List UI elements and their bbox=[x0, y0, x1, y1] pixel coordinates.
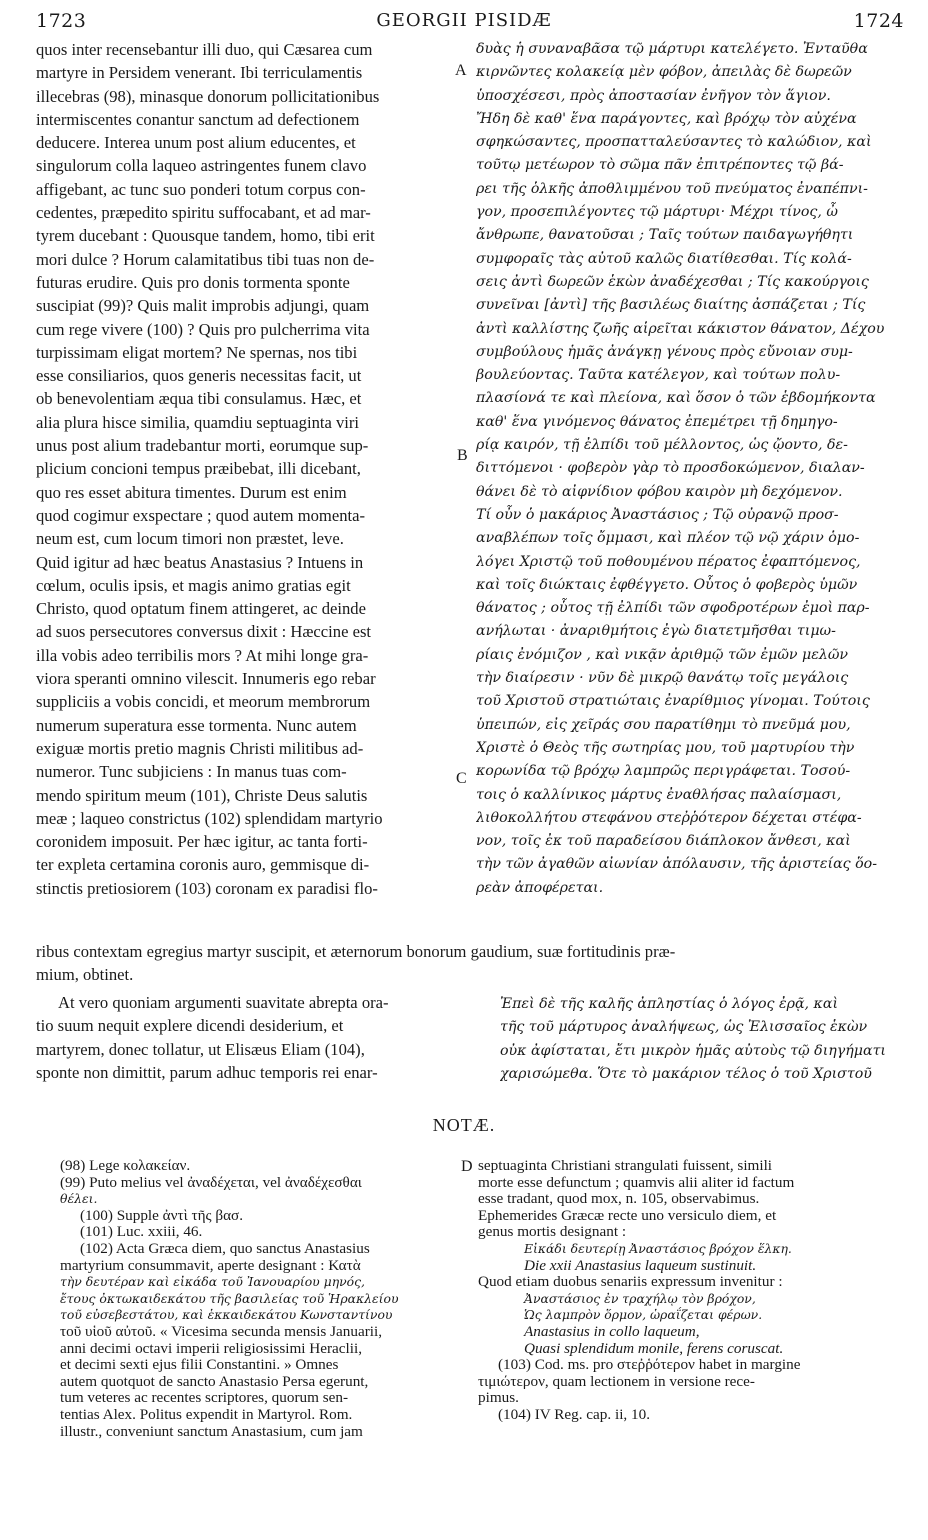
spanning-line: mium, obtinet. bbox=[36, 965, 134, 984]
text-line: καθ' ἕνα γινόμενος θάνατος ἐπεμέτρει τῇ δημηγο- bbox=[476, 413, 838, 430]
note-line: tentias Alex. Politus expendit in Martyrol. Rom. bbox=[60, 1406, 353, 1423]
text-line: κιρνῶντες κολακείᾳ μὲν φόβον, ἀπειλὰς δὲ δωρεῶν bbox=[476, 64, 852, 81]
running-title: GEORGII PISIDÆ bbox=[376, 10, 552, 31]
note-line: autem quotquot de sancto Anastasio Persa egerunt, bbox=[60, 1373, 369, 1390]
column-number-right: 1724 bbox=[853, 10, 904, 32]
note-line: τοῦ υἱοῦ αὐτοῦ. « Vicesima secunda mensis Januarii, bbox=[60, 1323, 383, 1340]
note-line: genus mortis designant : bbox=[478, 1224, 627, 1241]
text-line: cum rege vivere (100) ? Quis pro pulcherrima vita bbox=[36, 319, 370, 339]
text-line: γον, προσεπιλέγοντες τῷ μάρτυρι· Μέχρι τίνος, ὦ bbox=[476, 204, 838, 221]
note-line: (98) Lege κολακείαν. bbox=[60, 1158, 191, 1174]
note-line: esse tradant, quod mox, n. 105, observabimus. bbox=[478, 1191, 760, 1208]
text-line: Χριστὲ ὁ Θεὸς τῆς σωτηρίας μου, τοῦ μαρτυρίου τὴν bbox=[476, 739, 855, 756]
text-line: Ἐπεὶ δὲ τῆς καλῆς ἀπληστίας ὁ λόγος ἐρᾷ, καὶ bbox=[500, 996, 839, 1012]
text-line: singulorum colla laqueo astringentes funem clavo bbox=[36, 156, 367, 176]
text-line: συνεῖναι [ἀντὶ] τῆς βασιλέως διαίτης ἀσπάζεται ; Τίς bbox=[476, 297, 866, 314]
text-line: ἀντὶ καλλίστης ζωῆς αἱρεῖται κάκιστον θάνατον, Δέχου bbox=[476, 320, 885, 337]
text-line: βουλεύοντας. Ταῦτα κατέλεγον, καὶ τούτων πολυ- bbox=[476, 367, 841, 384]
text-line: οὐκ ἀφίσταται, ἔτι μικρὸν ἡμᾶς αὐτοὺς τῷ διηγήματι bbox=[500, 1042, 886, 1059]
text-line: τοῦ Χριστοῦ στρατιώταις ἐναρίθμιος γίνομαι. Τούτοις bbox=[476, 693, 870, 710]
text-line: Τί οὖν ὁ μακάριος Ἀναστάσιος ; Τῷ οὐρανῷ προσ- bbox=[476, 506, 839, 523]
text-line: αναβλέπων τοῖς ὄμμασι, καὶ πλέον τῷ νῷ χάριν ὁμο- bbox=[476, 530, 860, 547]
text-line: νον, τοῖς ἐκ τοῦ παραδείσου διάπλοκον ἄνθεσι, καὶ bbox=[476, 833, 851, 850]
text-line: alia plura hisce similia, quamdiu septuaginta viri bbox=[36, 412, 360, 432]
text-line: At vero quoniam argumenti suavitate abrepta ora- bbox=[58, 993, 389, 1012]
text-line: futuras erudire. Quis pro donis tormenta sponte bbox=[36, 272, 350, 292]
note-line: (102) Acta Græca diem, quo sanctus Anastasius bbox=[80, 1240, 370, 1257]
note-line: tum veteres ac recentes scriptores, quorum sen- bbox=[60, 1390, 349, 1407]
note-line: (99) Puto melius vel ἀναδέχεται, vel ἀναδέχεσθαι bbox=[60, 1174, 362, 1191]
note-line: Ὡς λαμπρὸν ὅρμον, ὡραΐζεται φέρων. bbox=[524, 1307, 763, 1323]
text-line: sponte non dimittit, parum adhuc temporis rei enar- bbox=[36, 1062, 378, 1082]
note-line: τιμιώτερον, quam lectionem in versione rece- bbox=[478, 1373, 755, 1390]
text-line: ὑποσχέσεσι, πρὸς ἀποστασίαν ἐνῆγον τὸν ἅγιον. bbox=[476, 87, 831, 104]
text-line: ρεὰν ἀποφέρεται. bbox=[476, 879, 604, 896]
text-line: esse consiliarios, quos generis necessitas facit, ut bbox=[36, 366, 362, 386]
text-line: θάνει δὲ τὸ αἰφνίδιον φόβου καιρὸν μὴ δεχόμενον. bbox=[476, 483, 843, 500]
note-line: τὴν δευτέραν καὶ εἰκάδα τοῦ Ἰανουαρίου μηνός, bbox=[60, 1274, 365, 1290]
text-line: ρίᾳ καιρόν, τῇ ἐλπίδι τοῦ μέλλοντος, ὡς ᾤοντο, δε- bbox=[476, 437, 848, 454]
note-line: Die xxii Anastasius laqueum sustinuit. bbox=[524, 1257, 757, 1274]
notes-left-column bbox=[60, 1158, 460, 1440]
text-line: tyrem ducebant : Quousque tandem, homo, tibi erit bbox=[36, 226, 375, 246]
note-line: θέλει. bbox=[60, 1191, 98, 1207]
text-line: ὑπειπών, εἰς χεῖράς σου παρατίθημι τὸ πνεῦμά μου, bbox=[476, 716, 851, 733]
text-line: quos inter recensebantur illi duo, qui Cæsarea cum bbox=[36, 40, 373, 59]
text-line: τὴν τῶν ἀγαθῶν αἰωνίαν ἀπόλαυσιν, τῆς ἀριστείας ὅο- bbox=[476, 856, 877, 873]
margin-letter-b: B bbox=[457, 447, 468, 464]
text-line: λιθοκολλήτου στεφάνου στεῤῥότερον δέχεται στέφα- bbox=[476, 809, 862, 826]
note-line: τοῦ εὐσεβεστάτου, καὶ ἑκκαιδεκάτου Κωνσταντίνου bbox=[60, 1307, 393, 1323]
text-line: τῆς τοῦ μάρτυρος ἀναλήψεως, ὡς Ἐλισσαῖος ἑκὼν bbox=[500, 1019, 868, 1036]
text-line: συμβούλους ἡμᾶς ἀνάγκῃ γένους πρὸς εὔνοιαν συμ- bbox=[476, 343, 853, 360]
text-line: illecebras (98), minasque donorum pollicitationibus bbox=[36, 86, 380, 106]
text-line: πλασίονά τε καὶ πλείονα, καὶ ὅσον ὁ τῶν ἑβδομήκοντα bbox=[476, 390, 876, 407]
text-line: meæ ; laqueo constrictus (102) splendidam martyrio bbox=[36, 808, 383, 828]
text-line: cœlum, oculis ipsis, et magis animo gratias egit bbox=[36, 575, 351, 595]
notes-right-column bbox=[478, 1158, 898, 1424]
notes-heading: NOTÆ. bbox=[432, 1115, 496, 1135]
text-line: coronidem imposuit. Per hæc igitur, ac tanta forti- bbox=[36, 832, 368, 852]
greek-text-column-continued bbox=[500, 993, 900, 1086]
greek-text-column bbox=[476, 38, 894, 900]
note-line: (103) Cod. ms. pro στεῤῥότερον habet in margine bbox=[498, 1357, 801, 1374]
note-line: septuaginta Christiani strangulati fuissent, simili bbox=[478, 1158, 773, 1174]
text-line: τοῦτῳ μετέωρον τὸ σῶμα πᾶν ἐπιτρέποντες τῷ βά- bbox=[476, 157, 844, 174]
text-line: quo res esset abitura timentes. Durum est enim bbox=[36, 482, 347, 502]
note-line: pimus. bbox=[478, 1390, 519, 1407]
text-line: affigebant, ac tunc suo ponderi totum corpus con- bbox=[36, 179, 366, 199]
text-line: τὴν διαίρεσιν · νῦν δὲ μικρῷ θανάτῳ τοῖς μεγάλοις bbox=[476, 670, 849, 687]
note-line: Quasi splendidum monile, ferens coruscat. bbox=[524, 1340, 784, 1357]
note-line: Ἀναστάσιος ἐν τραχήλῳ τὸν βρόχον, bbox=[524, 1290, 756, 1306]
text-line: martyrem, donec tollatur, ut Elisæus Eliam (104), bbox=[36, 1039, 365, 1059]
text-line: θάνατος ; οὗτος τῇ ἐλπίδι τῶν σφοδροτέρων ἐμοὶ παρ- bbox=[476, 600, 870, 617]
text-line: ἄνθρωπε, θανατοῦσαι ; Ταῖς τούτων παιδαγωγήθητι bbox=[476, 227, 854, 244]
note-line: illustr., conveniunt sanctum Anastasium, cum jam bbox=[60, 1423, 363, 1440]
text-line: intermiscentes conantur sanctum ad defectionem bbox=[36, 109, 360, 129]
text-line: ρει τῆς ὁλκῆς ἀποθλιμμένου τοῦ πνεύματος ἐναπέπνι- bbox=[476, 180, 868, 197]
note-line: (101) Luc. xxiii, 46. bbox=[80, 1224, 203, 1241]
margin-letter-a: A bbox=[455, 62, 467, 79]
spanning-paragraph-end bbox=[36, 940, 896, 986]
text-line: Christo, quod optatum finem attingeret, ac deinde bbox=[36, 599, 366, 619]
note-line: Ephemerides Græcæ recte uno versiculo diem, et bbox=[478, 1207, 777, 1224]
margin-letter-c: C bbox=[456, 770, 467, 787]
text-line: suppliciis a vobis concidi, et meorum membrorum bbox=[36, 692, 371, 712]
text-line: suscipiat (99)? Quis malit improbis adjungi, quam bbox=[36, 296, 370, 316]
text-line: cedentes, præpedito spiritu suffocabant, et ad mar- bbox=[36, 203, 371, 223]
note-line: et decimi sexti ejus filii Constantini. » Omnes bbox=[60, 1357, 339, 1374]
text-line: deducere. Interea unum post alium educentes, et bbox=[36, 133, 356, 153]
note-line: Quod etiam duobus senariis expressum invenitur : bbox=[478, 1274, 783, 1291]
text-line: ter expleta certamina coronis auro, gemmisque di- bbox=[36, 855, 370, 875]
text-line: κορωνίδα τῷ βρόχῳ λαμπρῶς περιγράφεται. Τοσού- bbox=[476, 763, 851, 780]
column-number-left: 1723 bbox=[36, 10, 87, 32]
note-line: (104) IV Reg. cap. ii, 10. bbox=[498, 1406, 650, 1423]
text-line: exiguæ mortis pretio magnis Christi militibus ad- bbox=[36, 738, 364, 758]
text-line: turpissimam eligat mortem? Ne spernas, nos tibi bbox=[36, 342, 358, 362]
text-line: ob benevolentiam æqua tibi consulamus. Hæc, et bbox=[36, 389, 362, 409]
spanning-line: ribus contextam egregius martyr suscipit, et æternorum bonorum gaudium, suæ fortitudinis præ- bbox=[36, 942, 676, 961]
text-line: σεις ἀντὶ δωρεῶν ἑκὼν ἀναδέχεσθαι ; Τίς κακούργοις bbox=[476, 273, 869, 290]
note-line: Anastasius in collo laqueum, bbox=[524, 1323, 700, 1340]
text-line: χαρισώμεθα. Ὅτε τὸ μακάριον τέλος ὁ τοῦ Χριστοῦ bbox=[500, 1065, 872, 1082]
latin-text-column bbox=[36, 38, 454, 900]
text-line: Ἤδη δὲ καθ' ἕνα παράγοντες, καὶ βρόχῳ τὸν αὐχένα bbox=[476, 110, 857, 127]
note-line: Εἰκάδι δευτερίῃ Ἀναστάσιος βρόχον ἕλκη. bbox=[524, 1240, 792, 1256]
text-line: τοις ὁ καλλίνικος μάρτυς ἐναθλήσας παλαίσμασι, bbox=[476, 786, 842, 803]
text-line: σφηκώσαντες, προσπατταλεύσαντες τὸ καλώδιον, καὶ bbox=[476, 134, 872, 151]
text-line: λόγει Χριστῷ τοῦ ποθουμένου πέρατος ἐφαπτόμενος, bbox=[476, 553, 861, 570]
text-line: mori dulce ? Horum calamitatibus tibi tuas non de- bbox=[36, 249, 375, 269]
text-line: ad suos persecutores conversus dixit : Hæccine est bbox=[36, 622, 372, 642]
text-line: viora speranti omnino vilescit. Innumeris ego rebar bbox=[36, 669, 376, 689]
note-line: morte esse defunctum ; quamvis alii aliter id factum bbox=[478, 1174, 795, 1191]
note-line: (100) Supple ἀντὶ τῆς βασ. bbox=[80, 1207, 244, 1224]
text-line: neum est, cum locum timori non præstet, leve. bbox=[36, 529, 344, 549]
text-line: διττόμενοι · φοβερὸν γὰρ τὸ προσδοκώμενον, διαλαν- bbox=[476, 460, 865, 477]
text-line: καὶ τοῖς διώκταις ἐφθέγγετο. Οὗτος ὁ φοβερὸς ὑμῶν bbox=[476, 576, 858, 593]
text-line: illa vobis adeo terribilis mors ? At mihi longe gra- bbox=[36, 645, 369, 665]
note-line: martyrium consummavit, aperte designant : Κατὰ bbox=[60, 1257, 361, 1274]
text-line: ρίαις ἐνόμιζον , καὶ νικᾷν ἀριθμῷ τῶν ἐμῶν μελῶν bbox=[476, 646, 849, 663]
latin-text-column-continued bbox=[36, 991, 456, 1084]
text-line: stinctis pretiosiorem (103) coronam ex paradisi flo- bbox=[36, 878, 378, 898]
text-line: quod cogimur exspectare ; quod autem momenta- bbox=[36, 505, 366, 525]
text-line: unus post alium tradebantur morti, eorumque sup- bbox=[36, 436, 369, 456]
text-line: numeror. Tunc subjiciens : In manus tuas com- bbox=[36, 762, 347, 782]
text-line: martyre in Persidem venerant. Ibi terriculamentis bbox=[36, 63, 363, 83]
text-line: συμφοραῖς τὰς αὐτοῦ καλῶς διατίθεσθαι. Τίς κολά- bbox=[476, 250, 852, 267]
text-line: tio suum nequit explere dicendi desiderium, et bbox=[36, 1016, 344, 1036]
note-line: ἔτους ὀκτωκαιδεκάτου τῆς βασιλείας τοῦ Ἡρακλείου bbox=[60, 1290, 399, 1306]
text-line: mendo spiritum meum (101), Christe Deus salutis bbox=[36, 785, 368, 805]
margin-letter-d: D bbox=[461, 1158, 473, 1175]
text-line: Quid igitur ad hæc beatus Anastasius ? Intuens in bbox=[36, 552, 364, 572]
text-line: δυὰς ἡ συναναβᾶσα τῷ μάρτυρι κατελέγετο. Ἐνταῦθα bbox=[476, 41, 868, 57]
text-line: numerum superatura esse tormenta. Nunc autem bbox=[36, 715, 357, 735]
note-line: anni decimi octavi imperii religiosissimi Heraclii, bbox=[60, 1340, 362, 1357]
text-line: plicium concioni tempus præibebat, illi dicebant, bbox=[36, 459, 361, 479]
text-line: ανήλωται · ἀναριθμήτοις ἐγὼ διατετμῆσθαι τιμω- bbox=[476, 623, 836, 640]
